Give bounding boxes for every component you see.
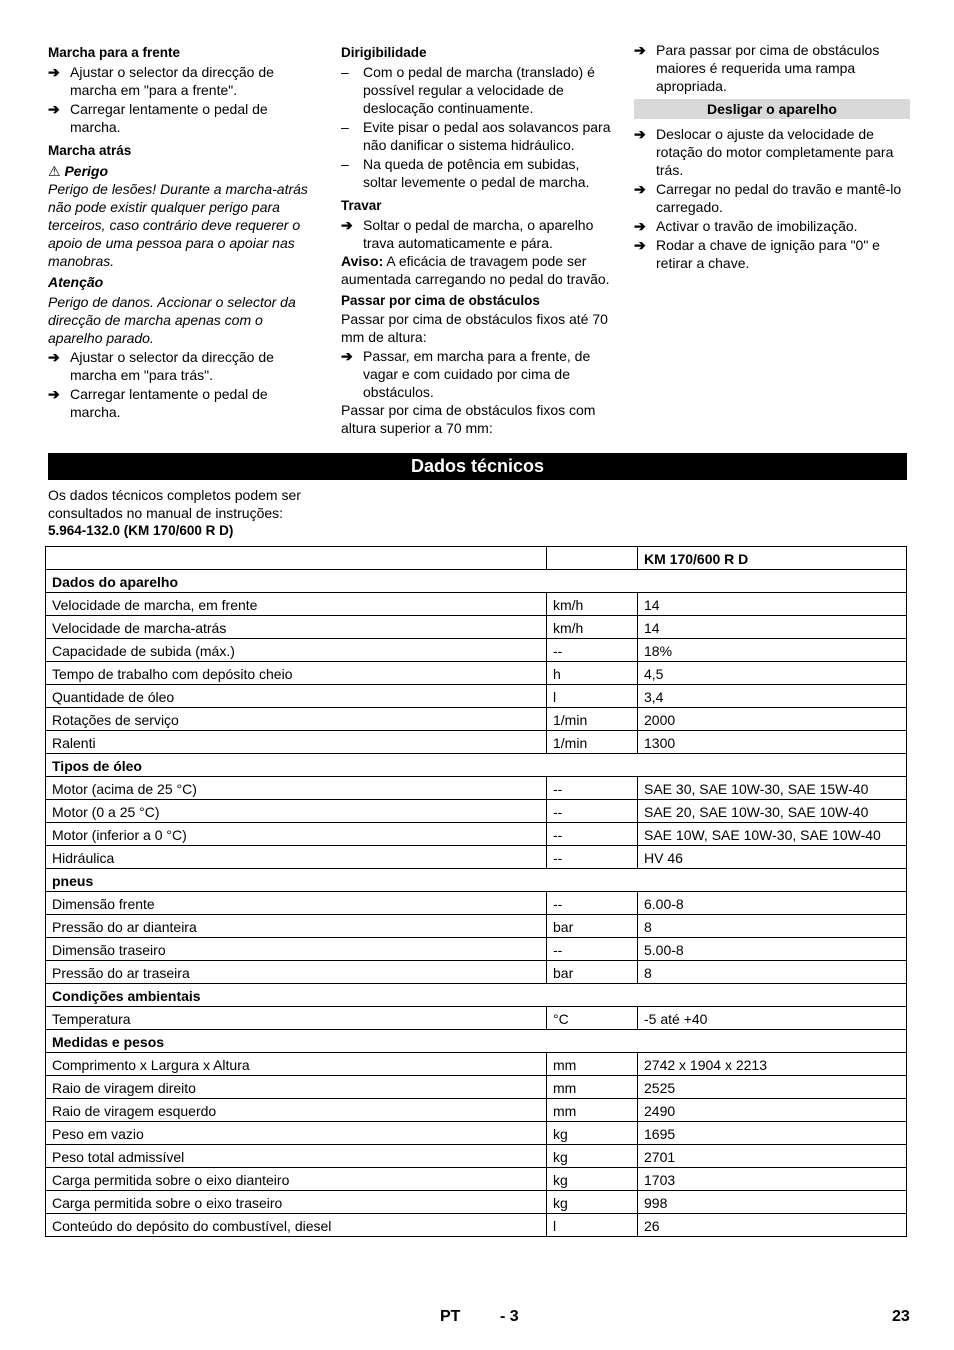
section-banner: Dados técnicos bbox=[48, 453, 907, 480]
table-cell: 2000 bbox=[638, 708, 907, 731]
heading-brake: Travar bbox=[341, 198, 382, 213]
table-row bbox=[46, 662, 907, 685]
table-cell: l bbox=[547, 685, 638, 708]
table-cell: Peso em vazio bbox=[46, 1122, 547, 1145]
table-cell: 4,5 bbox=[638, 662, 907, 685]
section-cell: Tipos de óleo bbox=[46, 754, 907, 777]
table-row bbox=[46, 1214, 907, 1237]
table-cell: Carga permitida sobre o eixo dianteiro bbox=[46, 1168, 547, 1191]
table-row bbox=[46, 1007, 907, 1030]
attention-text: Perigo de danos. Accionar o selector da direcção de marcha apenas com o aparelho parado. bbox=[48, 294, 296, 346]
table-cell: Peso total admissível bbox=[46, 1145, 547, 1168]
table-row bbox=[46, 800, 907, 823]
column-1 bbox=[48, 44, 320, 421]
table-row bbox=[46, 823, 907, 846]
header-cell bbox=[46, 547, 547, 570]
table-cell: Rotações de serviço bbox=[46, 708, 547, 731]
table-row bbox=[46, 639, 907, 662]
arrow-right-icon: ➔ bbox=[634, 126, 646, 142]
table-cell: -- bbox=[547, 846, 638, 869]
table-cell: Dimensão traseiro bbox=[46, 938, 547, 961]
table-cell: kg bbox=[547, 1191, 638, 1214]
section-cell: Dados do aparelho bbox=[46, 570, 907, 593]
table-cell: Motor (acima de 25 °C) bbox=[46, 777, 547, 800]
list-item: – Evite pisar o pedal aos solavancos para não danificar o sistema hidráulico. bbox=[341, 119, 611, 153]
step-item: ➔ Para passar por cima de obstáculos maiores é requerida uma rampa apropriada. bbox=[634, 42, 880, 94]
header-cell: KM 170/600 R D bbox=[638, 547, 907, 570]
table-row bbox=[46, 938, 907, 961]
table-cell: 5.00-8 bbox=[638, 938, 907, 961]
notice: Aviso: A eficácia de travagem pode ser aumentada carregando no pedal do travão. bbox=[341, 253, 610, 287]
step-item: ➔ Soltar o pedal de marcha, o aparelho trava automaticamente e pára. bbox=[341, 217, 594, 251]
arrow-right-icon: ➔ bbox=[48, 349, 60, 365]
table-row bbox=[46, 1191, 907, 1214]
table-cell: Motor (0 a 25 °C) bbox=[46, 800, 547, 823]
table-cell: 14 bbox=[638, 593, 907, 616]
table-cell: °C bbox=[547, 1007, 638, 1030]
arrow-right-icon: ➔ bbox=[634, 218, 646, 234]
heading-reverse: Marcha atrás bbox=[48, 143, 132, 158]
table-row bbox=[46, 892, 907, 915]
arrow-right-icon: ➔ bbox=[634, 237, 646, 253]
intro bbox=[48, 486, 348, 540]
table-cell: mm bbox=[547, 1099, 638, 1122]
table-cell: 14 bbox=[638, 616, 907, 639]
table-cell: SAE 30, SAE 10W-30, SAE 15W-40 bbox=[638, 777, 907, 800]
arrow-right-icon: ➔ bbox=[48, 386, 60, 402]
intro-text: Os dados técnicos completos podem ser consultados no manual de instruções: bbox=[48, 487, 301, 521]
table-cell: 2742 x 1904 x 2213 bbox=[638, 1053, 907, 1076]
table-cell: 1/min bbox=[547, 708, 638, 731]
table-row bbox=[46, 731, 907, 754]
step-item: ➔ Ajustar o selector da direcção de marcha em "para a frente". bbox=[48, 64, 274, 98]
list-item: – Na queda de potência em subidas, soltar levemente o pedal de marcha. bbox=[341, 156, 590, 190]
table-cell: 1695 bbox=[638, 1122, 907, 1145]
heading-obstacles: Passar por cima de obstáculos bbox=[341, 293, 540, 308]
table-cell: Hidráulica bbox=[46, 846, 547, 869]
step-item: ➔ Rodar a chave de ignição para "0" e retirar a chave. bbox=[634, 237, 880, 271]
table-cell: Carga permitida sobre o eixo traseiro bbox=[46, 1191, 547, 1214]
table-cell: Ralenti bbox=[46, 731, 547, 754]
arrow-right-icon: ➔ bbox=[634, 42, 646, 58]
table-cell: 2525 bbox=[638, 1076, 907, 1099]
table-cell: Motor (inferior a 0 °C) bbox=[46, 823, 547, 846]
table-section-row bbox=[46, 869, 907, 892]
table-row bbox=[46, 846, 907, 869]
table-row bbox=[46, 1122, 907, 1145]
table-cell: km/h bbox=[547, 593, 638, 616]
arrow-right-icon: ➔ bbox=[634, 181, 646, 197]
table-cell: 8 bbox=[638, 915, 907, 938]
table-row bbox=[46, 777, 907, 800]
heading-steering: Dirigibilidade bbox=[341, 45, 427, 60]
table-cell: -- bbox=[547, 800, 638, 823]
header-cell bbox=[547, 547, 638, 570]
danger-label: ⚠ Perigo bbox=[48, 163, 109, 179]
table-cell: Tempo de trabalho com depósito cheio bbox=[46, 662, 547, 685]
table-cell: Temperatura bbox=[46, 1007, 547, 1030]
table-cell: -- bbox=[547, 639, 638, 662]
step-item: ➔ Ajustar o selector da direcção de marcha em "para trás". bbox=[48, 349, 274, 383]
heading-forward: Marcha para a frente bbox=[48, 45, 181, 60]
table-cell: mm bbox=[547, 1053, 638, 1076]
table-cell: kg bbox=[547, 1145, 638, 1168]
step-item: ➔ Carregar lentamente o pedal de marcha. bbox=[48, 386, 268, 420]
obstacles-text: Passar por cima de obstáculos fixos até 70 mm de altura: bbox=[341, 311, 608, 345]
table-cell: Capacidade de subida (máx.) bbox=[46, 639, 547, 662]
table-cell: 26 bbox=[638, 1214, 907, 1237]
table-cell: Pressão do ar traseira bbox=[46, 961, 547, 984]
intro-reference: 5.964-132.0 (KM 170/600 R D) bbox=[48, 523, 234, 538]
footer-section-number: - 3 bbox=[500, 1308, 519, 1325]
step-item: ➔ Activar o travão de imobilização. bbox=[634, 218, 858, 234]
table-cell: bar bbox=[547, 961, 638, 984]
table-cell: Conteúdo do depósito do combustível, diesel bbox=[46, 1214, 547, 1237]
column-3 bbox=[634, 44, 910, 272]
spec-table bbox=[45, 546, 907, 1237]
table-row bbox=[46, 1099, 907, 1122]
heading-switch-off: Desligar o aparelho bbox=[634, 99, 910, 119]
table-cell: Quantidade de óleo bbox=[46, 685, 547, 708]
table-cell: 2701 bbox=[638, 1145, 907, 1168]
table-cell: km/h bbox=[547, 616, 638, 639]
table-cell: Velocidade de marcha-atrás bbox=[46, 616, 547, 639]
footer-language: PT bbox=[440, 1308, 461, 1325]
table-cell: -- bbox=[547, 777, 638, 800]
table-row bbox=[46, 685, 907, 708]
table-cell: 2490 bbox=[638, 1099, 907, 1122]
table-row bbox=[46, 1076, 907, 1099]
arrow-right-icon: ➔ bbox=[48, 101, 60, 117]
table-section-row bbox=[46, 1030, 907, 1053]
step-item: ➔ Carregar lentamente o pedal de marcha. bbox=[48, 101, 268, 135]
table-cell: Comprimento x Largura x Altura bbox=[46, 1053, 547, 1076]
table-cell: -- bbox=[547, 938, 638, 961]
table-cell: SAE 10W, SAE 10W-30, SAE 10W-40 bbox=[638, 823, 907, 846]
arrow-right-icon: ➔ bbox=[341, 348, 353, 364]
section-cell: Condições ambientais bbox=[46, 984, 907, 1007]
table-header-row bbox=[46, 547, 907, 570]
table-cell: 8 bbox=[638, 961, 907, 984]
table-row bbox=[46, 1053, 907, 1076]
table-row bbox=[46, 1168, 907, 1191]
table-section-row bbox=[46, 984, 907, 1007]
table-cell: mm bbox=[547, 1076, 638, 1099]
table-cell: kg bbox=[547, 1122, 638, 1145]
table-cell: Dimensão frente bbox=[46, 892, 547, 915]
section-cell: pneus bbox=[46, 869, 907, 892]
arrow-right-icon: ➔ bbox=[48, 64, 60, 80]
table-cell: 998 bbox=[638, 1191, 907, 1214]
column-2 bbox=[341, 44, 616, 437]
table-cell: -- bbox=[547, 823, 638, 846]
table-section-row bbox=[46, 754, 907, 777]
obstacles-text-2: Passar por cima de obstáculos fixos com altura superior a 70 mm: bbox=[341, 402, 596, 436]
step-item: ➔ Passar, em marcha para a frente, de vagar e com cuidado por cima de obstáculos. bbox=[341, 348, 591, 400]
table-cell: Pressão do ar dianteira bbox=[46, 915, 547, 938]
table-cell: 1300 bbox=[638, 731, 907, 754]
table-cell: l bbox=[547, 1214, 638, 1237]
table-cell: bar bbox=[547, 915, 638, 938]
table-row bbox=[46, 708, 907, 731]
table-cell: HV 46 bbox=[638, 846, 907, 869]
table-cell: 6.00-8 bbox=[638, 892, 907, 915]
list-item: – Com o pedal de marcha (translado) é possível regular a velocidade de deslocação continuamente. bbox=[341, 64, 595, 116]
table-row bbox=[46, 616, 907, 639]
table-cell: h bbox=[547, 662, 638, 685]
table-cell: 1703 bbox=[638, 1168, 907, 1191]
step-item: ➔ Carregar no pedal do travão e mantê-lo carregado. bbox=[634, 181, 902, 215]
table-cell: Raio de viragem direito bbox=[46, 1076, 547, 1099]
arrow-right-icon: ➔ bbox=[341, 217, 353, 233]
table-section-row bbox=[46, 570, 907, 593]
table-cell: kg bbox=[547, 1168, 638, 1191]
table-row bbox=[46, 961, 907, 984]
warning-triangle-icon: ⚠ bbox=[48, 163, 61, 179]
danger-text: Perigo de lesões! Durante a marcha-atrás não pode existir qualquer perigo para terceiros, caso contrário deve requerer o apoio de uma pessoa para o apoiar nas manobras. bbox=[48, 181, 308, 269]
table-cell: 1/min bbox=[547, 731, 638, 754]
table-cell: -5 até +40 bbox=[638, 1007, 907, 1030]
table-cell: SAE 20, SAE 10W-30, SAE 10W-40 bbox=[638, 800, 907, 823]
table-row bbox=[46, 593, 907, 616]
table-cell: Raio de viragem esquerdo bbox=[46, 1099, 547, 1122]
table-row bbox=[46, 1145, 907, 1168]
section-cell: Medidas e pesos bbox=[46, 1030, 907, 1053]
table-cell: 3,4 bbox=[638, 685, 907, 708]
table-cell: Velocidade de marcha, em frente bbox=[46, 593, 547, 616]
attention-label: Atenção bbox=[48, 274, 104, 290]
table-cell: 18% bbox=[638, 639, 907, 662]
table-cell: -- bbox=[547, 892, 638, 915]
table-row bbox=[46, 915, 907, 938]
page-number: 23 bbox=[892, 1308, 910, 1325]
step-item: ➔ Deslocar o ajuste da velocidade de rotação do motor completamente para trás. bbox=[634, 126, 894, 178]
